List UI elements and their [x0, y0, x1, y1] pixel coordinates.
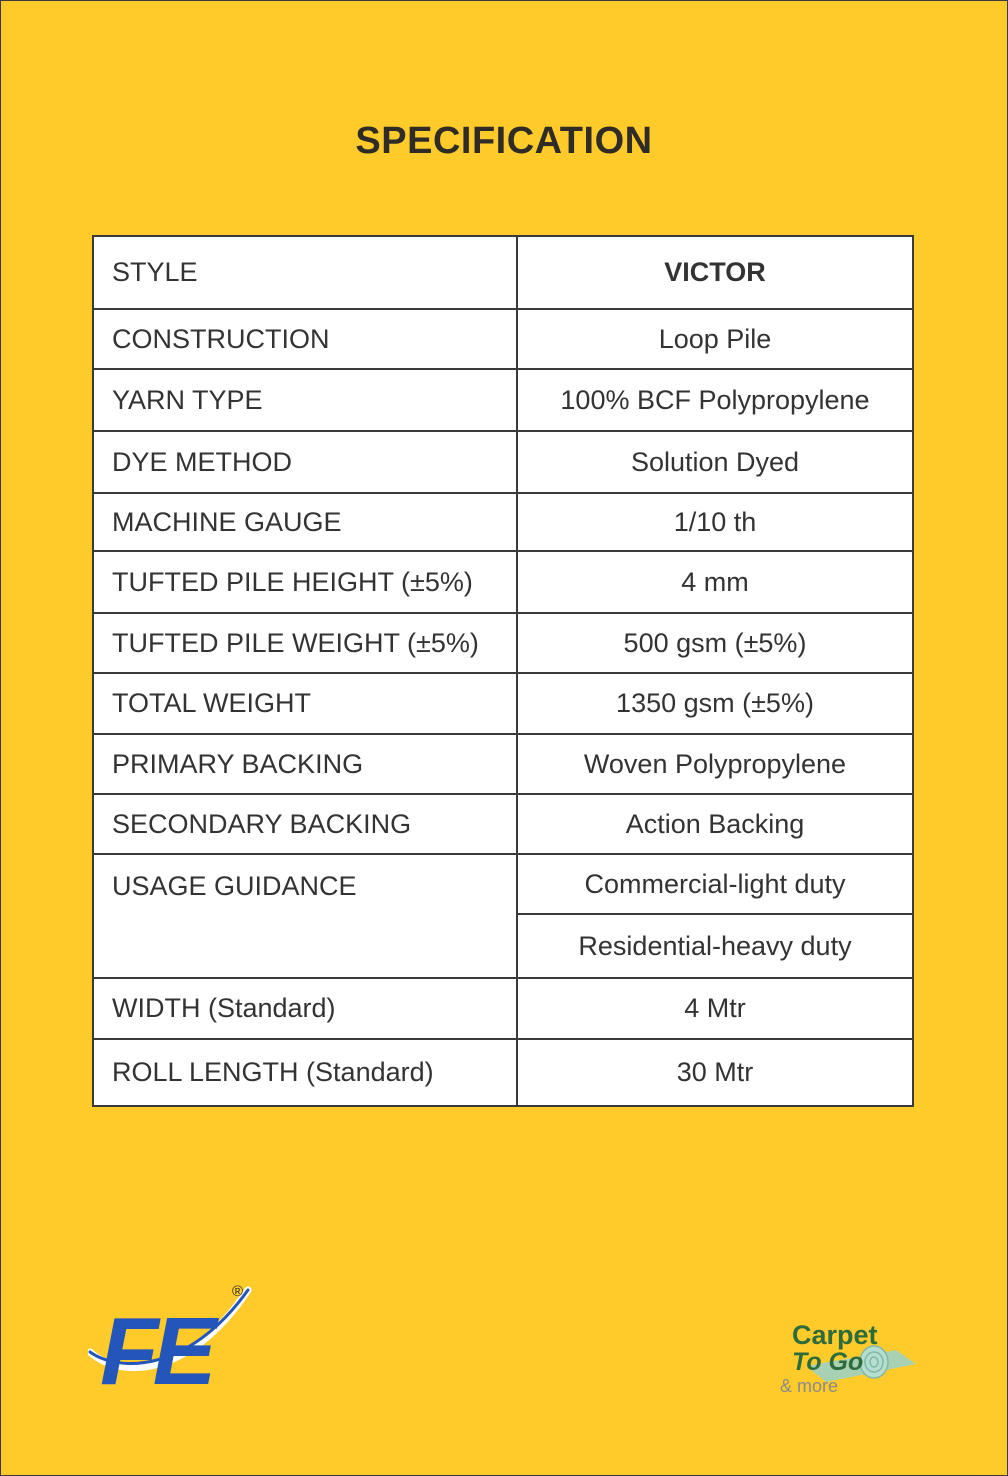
table-row-secondary-backing [93, 794, 913, 854]
row-value: Loop Pile [517, 309, 913, 369]
page-title: SPECIFICATION [355, 120, 653, 162]
row-value: Residential-heavy duty [517, 914, 913, 978]
fe-logo [88, 1280, 258, 1392]
row-label: SECONDARY BACKING [93, 794, 517, 854]
table-row-total-weight [93, 673, 913, 734]
row-value: Solution Dyed [517, 431, 913, 493]
specification-table [92, 235, 914, 1107]
table-row-yarn-type [93, 369, 913, 431]
row-label: TUFTED PILE WEIGHT (±5%) [93, 613, 517, 673]
row-value: 30 Mtr [517, 1039, 913, 1106]
row-value: 1350 gsm (±5%) [517, 673, 913, 734]
carpet-to-go-logo [776, 1316, 926, 1400]
row-value: Commercial-light duty [517, 854, 913, 914]
row-value: 100% BCF Polypropylene [517, 369, 913, 431]
table-row-construction [93, 309, 913, 369]
row-label: MACHINE GAUGE [93, 493, 517, 551]
ctg-line3: & more [780, 1376, 839, 1396]
fe-logo-text: FE [100, 1298, 211, 1392]
table-row-primary-backing [93, 734, 913, 794]
table-row-usage-guidance [93, 854, 913, 914]
row-label: YARN TYPE [93, 369, 517, 431]
ctg-line1: Carpet [792, 1320, 878, 1350]
row-value: VICTOR [517, 236, 913, 309]
row-label: WIDTH (Standard) [93, 978, 517, 1039]
table-row-dye-method [93, 431, 913, 493]
registered-mark: ® [232, 1283, 244, 1300]
table-row-machine-gauge [93, 493, 913, 551]
row-label: DYE METHOD [93, 431, 517, 493]
row-value: 4 mm [517, 551, 913, 613]
row-label: PRIMARY BACKING [93, 734, 517, 794]
table-row-pile-height [93, 551, 913, 613]
table-row-roll-length [93, 1039, 913, 1106]
table-row-style [93, 236, 913, 309]
row-label: CONSTRUCTION [93, 309, 517, 369]
table-row-pile-weight [93, 613, 913, 673]
table-row-width [93, 978, 913, 1039]
row-label: STYLE [93, 236, 517, 309]
row-value: Action Backing [517, 794, 913, 854]
row-label: USAGE GUIDANCE [93, 854, 517, 978]
row-value: Woven Polypropylene [517, 734, 913, 794]
row-label: TUFTED PILE HEIGHT (±5%) [93, 551, 517, 613]
row-label: ROLL LENGTH (Standard) [93, 1039, 517, 1106]
row-value: 500 gsm (±5%) [517, 613, 913, 673]
row-label: TOTAL WEIGHT [93, 673, 517, 734]
row-value: 4 Mtr [517, 978, 913, 1039]
ctg-line2: To Go [792, 1348, 864, 1376]
row-value: 1/10 th [517, 493, 913, 551]
